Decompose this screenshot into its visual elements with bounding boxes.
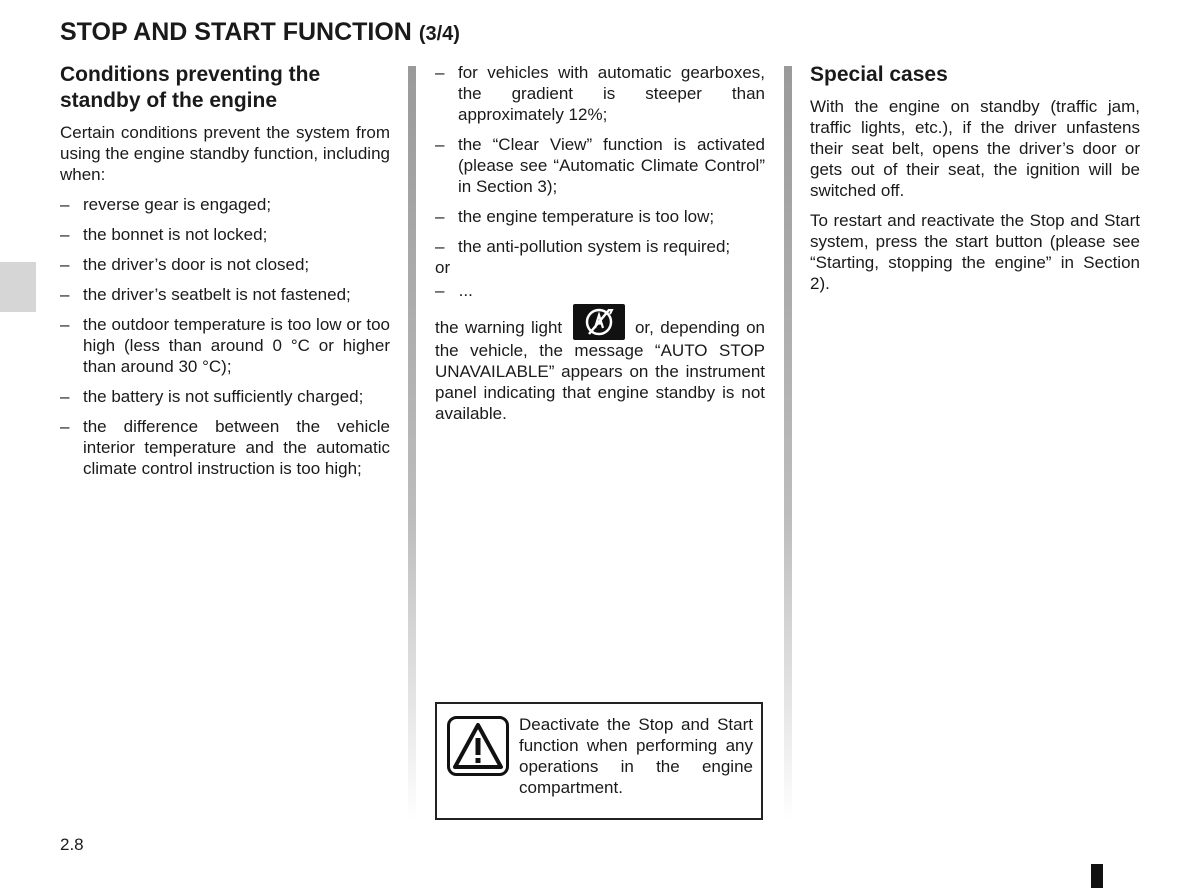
special-cases-paragraph-2: To restart and reactivate the Stop and Start system, press the start button (please see “Starting, stopping the engine” in Section 2). [810, 211, 1140, 293]
page-title-main: STOP AND START FUNCTION [60, 18, 412, 46]
list-item: – the outdoor temperature is too low or too high (less than around 0 °C or higher than around 30 °C); [60, 315, 390, 376]
special-cases-column [810, 62, 1140, 303]
conditions-intro: Certain conditions prevent the system from using the engine standby function, including when: [60, 123, 390, 184]
warning-triangle-icon [447, 716, 509, 776]
ellipsis-item: – ... [435, 281, 473, 300]
list-item: – the “Clear View” function is activated (please see “Automatic Climate Control” in Section 3); [435, 135, 765, 196]
warning-text: Deactivate the Stop and Start function when performing any operations in the engine compartment. [519, 715, 753, 797]
list-item: – the battery is not sufficiently charged; [60, 387, 364, 406]
warning-light-paragraph [435, 317, 765, 424]
conditions-heading: Conditions preventing the standby of the engine [60, 63, 321, 112]
warning-light-text-after: or, depending on the vehicle, the message “AUTO STOP UNAVAILABLE” appears on the instrument panel indicating that engine standby is not available. [435, 318, 765, 423]
list-item: – the bonnet is not locked; [60, 225, 268, 244]
conditions-list [60, 194, 390, 479]
column-divider [784, 66, 792, 822]
warning-light-text-before: the warning light [435, 318, 563, 337]
conditions-column [60, 62, 390, 488]
page-title-part: (3/4) [418, 23, 460, 45]
list-item: – the difference between the vehicle interior temperature and the automatic climate control instruction is too high; [60, 417, 390, 478]
list-item: – the anti-pollution system is required; [435, 237, 731, 256]
warning-box [435, 702, 763, 820]
list-item: – the engine temperature is too low; [435, 207, 715, 226]
special-cases-paragraph-1: With the engine on standby (traffic jam, traffic lights, etc.), if the driver unfastens their seat belt, opens the driver’s door or gets out of their seat, the ignition will be switched off. [810, 97, 1140, 200]
page-number: 2.8 [60, 835, 84, 854]
auto-stop-unavailable-icon [573, 304, 625, 340]
conditions-continued-column [435, 62, 765, 433]
list-item: – reverse gear is engaged; [60, 195, 272, 214]
list-item: – the driver’s door is not closed; [60, 255, 310, 274]
list-item: – the driver’s seatbelt is not fastened; [60, 285, 351, 304]
list-item: – for vehicles with automatic gearboxes, the gradient is steeper than approximately 12%; [435, 63, 765, 124]
or-text: or [435, 258, 451, 277]
corner-mark [1091, 864, 1103, 888]
section-tab [0, 262, 36, 312]
conditions-list-continued [435, 62, 765, 257]
column-divider [408, 66, 416, 822]
special-cases-heading: Special cases [810, 63, 948, 86]
page-title [60, 18, 460, 47]
